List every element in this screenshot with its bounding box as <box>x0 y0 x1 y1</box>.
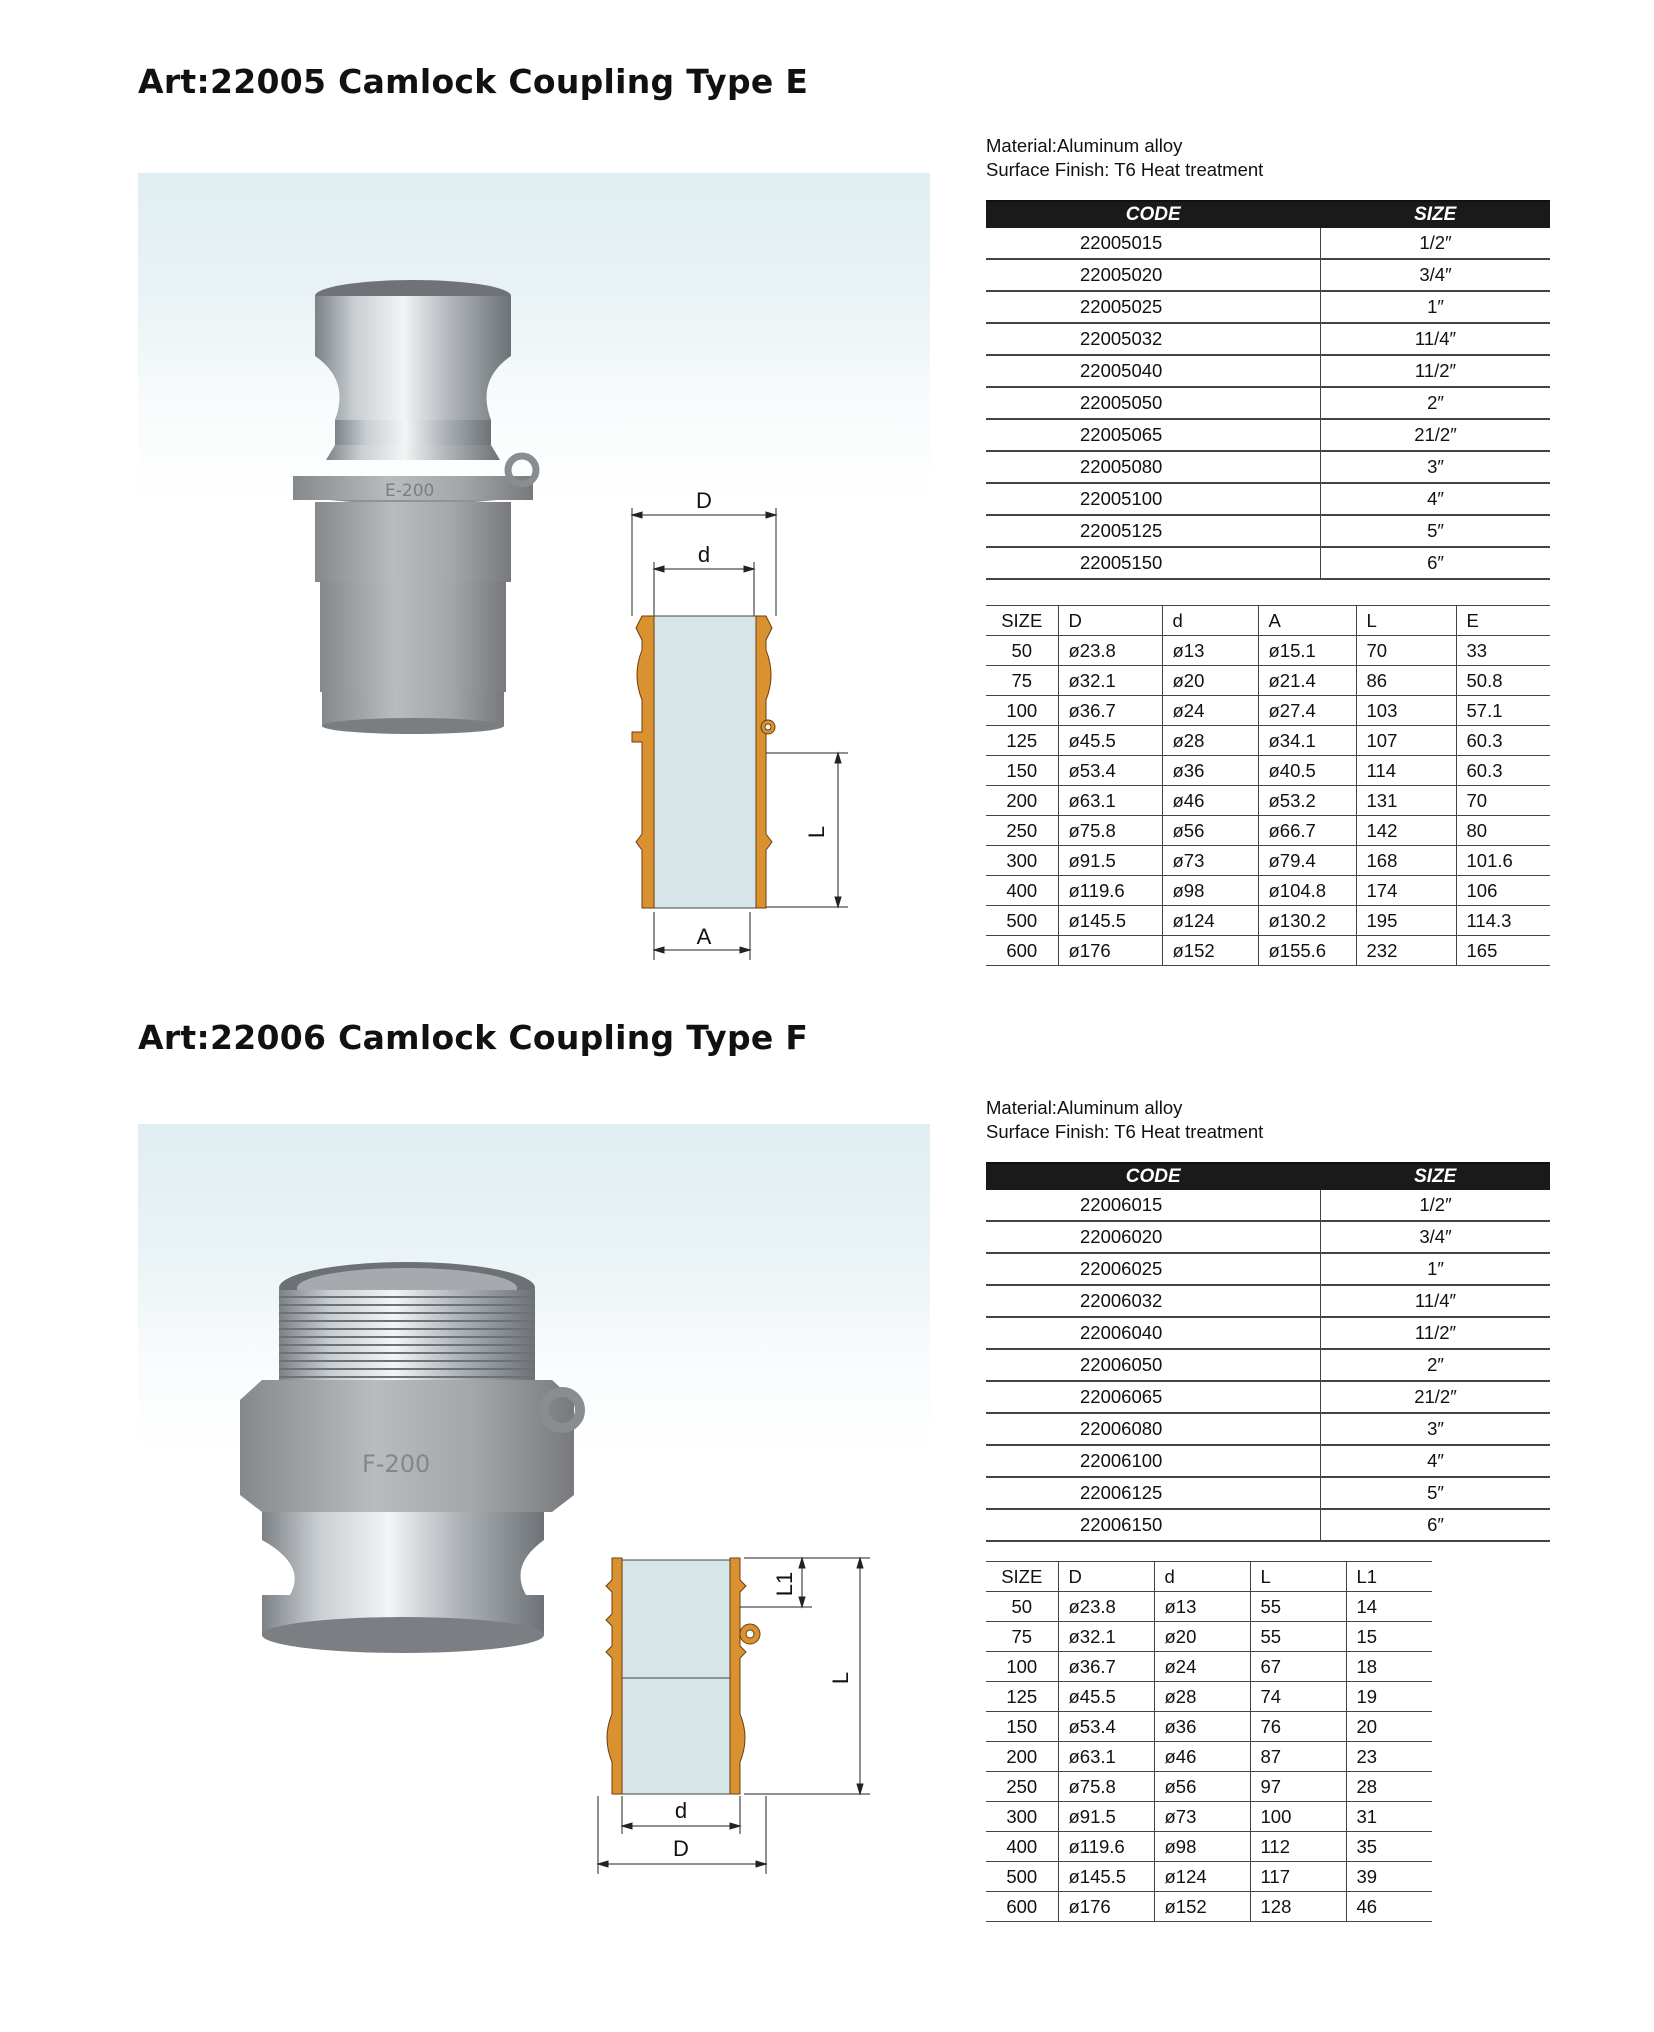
cell: 86 <box>1356 666 1456 696</box>
section-e-dimension-table <box>986 605 1550 966</box>
cell: 114.3 <box>1456 906 1550 936</box>
cell: 74 <box>1250 1682 1346 1712</box>
col-header: SIZE <box>1001 609 1043 631</box>
cell: ø119.6 <box>1058 876 1162 906</box>
table-row <box>986 1742 1432 1772</box>
section-f-code-table <box>986 1162 1550 1542</box>
cell: 150 <box>1006 1715 1038 1737</box>
cell: ø53.4 <box>1058 756 1162 786</box>
cell: 112 <box>1250 1832 1346 1862</box>
size-cell: 4″ <box>1321 1445 1551 1477</box>
table-row <box>986 1349 1550 1381</box>
cell: 500 <box>1006 1865 1038 1887</box>
table-row <box>986 846 1550 876</box>
code-cell: 22005065 <box>986 419 1321 451</box>
code-cell: 22006050 <box>986 1349 1321 1381</box>
cell: 46 <box>1346 1892 1432 1922</box>
cell: 19 <box>1346 1682 1432 1712</box>
table-row <box>986 1652 1432 1682</box>
dim-label-d: d <box>697 542 711 567</box>
cell: 100 <box>1006 1655 1038 1677</box>
cell: 114 <box>1356 756 1456 786</box>
size-cell: 2″ <box>1321 387 1551 419</box>
code-cell: 22005015 <box>986 228 1321 259</box>
size-header: SIZE <box>1321 201 1551 228</box>
size-cell: 5″ <box>1321 1477 1551 1509</box>
cell: 117 <box>1250 1862 1346 1892</box>
col-header: A <box>1258 606 1356 636</box>
table-row <box>986 1862 1432 1892</box>
cell: ø130.2 <box>1258 906 1356 936</box>
table-row <box>986 547 1550 579</box>
cell: 600 <box>1006 939 1038 961</box>
table-row <box>986 291 1550 323</box>
cell: 400 <box>1006 879 1038 901</box>
cell: ø13 <box>1154 1592 1250 1622</box>
code-header: CODE <box>986 1163 1321 1190</box>
photo-marking-e: E-200 <box>385 481 435 501</box>
cell: 50 <box>1011 1595 1033 1617</box>
cell: 200 <box>1006 789 1038 811</box>
size-cell: 3″ <box>1321 1413 1551 1445</box>
table-row <box>986 666 1550 696</box>
size-cell: 3/4″ <box>1321 259 1551 291</box>
cell: 100 <box>1006 699 1038 721</box>
cell: ø36.7 <box>1058 1652 1154 1682</box>
cell: 15 <box>1346 1622 1432 1652</box>
col-header: d <box>1154 1562 1250 1592</box>
code-cell: 22005150 <box>986 547 1321 579</box>
code-cell: 22006025 <box>986 1253 1321 1285</box>
cell: ø45.5 <box>1058 726 1162 756</box>
cell: 60.3 <box>1456 726 1550 756</box>
table-row <box>986 1381 1550 1413</box>
table-row <box>986 1190 1550 1221</box>
cell: 80 <box>1456 816 1550 846</box>
code-cell: 22005040 <box>986 355 1321 387</box>
cell: 300 <box>1006 1805 1038 1827</box>
cell: 55 <box>1250 1592 1346 1622</box>
dim-label-L: L <box>804 825 829 839</box>
code-cell: 22005080 <box>986 451 1321 483</box>
cell: 232 <box>1356 936 1456 966</box>
table-row <box>986 1285 1550 1317</box>
section-f-cross-section-diagram <box>590 1548 880 1878</box>
cell: ø73 <box>1154 1802 1250 1832</box>
table-row <box>986 323 1550 355</box>
cell: 28 <box>1346 1772 1432 1802</box>
size-cell: 1″ <box>1321 291 1551 323</box>
cell: 103 <box>1356 696 1456 726</box>
col-header: L1 <box>1346 1562 1432 1592</box>
table-row <box>986 1592 1432 1622</box>
code-cell: 22005050 <box>986 387 1321 419</box>
cell: ø24 <box>1154 1652 1250 1682</box>
cell: 174 <box>1356 876 1456 906</box>
cell: 14 <box>1346 1592 1432 1622</box>
dim-label-D: D <box>696 488 712 513</box>
code-cell: 22005025 <box>986 291 1321 323</box>
section-e-title: Art:22005 Camlock Coupling Type E <box>138 62 809 101</box>
table-row <box>986 1445 1550 1477</box>
size-cell: 11/4″ <box>1321 323 1551 355</box>
code-cell: 22006040 <box>986 1317 1321 1349</box>
cell: 142 <box>1356 816 1456 846</box>
section-e-product-photo <box>290 280 560 760</box>
section-e-finish: Surface Finish: T6 Heat treatment <box>986 159 1264 180</box>
table-row <box>986 483 1550 515</box>
table-row <box>986 1682 1432 1712</box>
cell: ø63.1 <box>1058 1742 1154 1772</box>
table-row <box>986 786 1550 816</box>
table-row <box>986 636 1550 666</box>
cell: 125 <box>1006 729 1038 751</box>
table-row <box>986 387 1550 419</box>
section-e-material: Material:Aluminum alloy <box>986 135 1183 156</box>
cell: ø91.5 <box>1058 1802 1154 1832</box>
cell: ø56 <box>1162 816 1258 846</box>
cell: ø75.8 <box>1058 816 1162 846</box>
size-cell: 1/2″ <box>1321 228 1551 259</box>
cell: 87 <box>1250 1742 1346 1772</box>
cell: 20 <box>1346 1712 1432 1742</box>
cell: ø45.5 <box>1058 1682 1154 1712</box>
cell: ø28 <box>1154 1682 1250 1712</box>
cell: ø63.1 <box>1058 786 1162 816</box>
table-row <box>986 1253 1550 1285</box>
code-cell: 22005032 <box>986 323 1321 355</box>
section-f-title: Art:22006 Camlock Coupling Type F <box>138 1018 809 1057</box>
cell: 76 <box>1250 1712 1346 1742</box>
cell: 57.1 <box>1456 696 1550 726</box>
cell: ø119.6 <box>1058 1832 1154 1862</box>
code-cell: 22006125 <box>986 1477 1321 1509</box>
code-cell: 22005125 <box>986 515 1321 547</box>
cell: 50.8 <box>1456 666 1550 696</box>
dim-label-L: L <box>828 1671 853 1685</box>
code-cell: 22005100 <box>986 483 1321 515</box>
table-row <box>986 1317 1550 1349</box>
cell: ø176 <box>1058 1892 1154 1922</box>
cell: ø36.7 <box>1058 696 1162 726</box>
table-row <box>986 696 1550 726</box>
cell: ø91.5 <box>1058 846 1162 876</box>
size-cell: 11/2″ <box>1321 355 1551 387</box>
cell: 107 <box>1356 726 1456 756</box>
size-cell: 5″ <box>1321 515 1551 547</box>
size-cell: 11/4″ <box>1321 1285 1551 1317</box>
table-row <box>986 726 1550 756</box>
cell: ø36 <box>1162 756 1258 786</box>
cell: ø145.5 <box>1058 1862 1154 1892</box>
cell: ø32.1 <box>1058 1622 1154 1652</box>
size-cell: 6″ <box>1321 1509 1551 1541</box>
table-row <box>986 228 1550 259</box>
cell: 106 <box>1456 876 1550 906</box>
cell: 500 <box>1006 909 1038 931</box>
dim-label-L1: L1 <box>772 1571 797 1597</box>
table-row <box>986 1221 1550 1253</box>
cell: 128 <box>1250 1892 1346 1922</box>
cell: ø53.4 <box>1058 1712 1154 1742</box>
cell: 18 <box>1346 1652 1432 1682</box>
cell: ø145.5 <box>1058 906 1162 936</box>
section-f-dimension-table <box>986 1561 1432 1922</box>
cell: 100 <box>1250 1802 1346 1832</box>
cell: ø24 <box>1162 696 1258 726</box>
table-row <box>986 1477 1550 1509</box>
dim-label-d: d <box>674 1798 688 1823</box>
cell: 125 <box>1006 1685 1038 1707</box>
cell: ø27.4 <box>1258 696 1356 726</box>
table-row <box>986 906 1550 936</box>
cell: ø98 <box>1162 876 1258 906</box>
cell: 33 <box>1456 636 1550 666</box>
size-cell: 3/4″ <box>1321 1221 1551 1253</box>
dim-label-D: D <box>673 1836 689 1861</box>
col-header: d <box>1162 606 1258 636</box>
cell: ø176 <box>1058 936 1162 966</box>
cell: 75 <box>1011 669 1033 691</box>
cell: ø23.8 <box>1058 636 1162 666</box>
cell: 168 <box>1356 846 1456 876</box>
size-cell: 2″ <box>1321 1349 1551 1381</box>
cell: ø46 <box>1154 1742 1250 1772</box>
cell: ø40.5 <box>1258 756 1356 786</box>
code-cell: 22005020 <box>986 259 1321 291</box>
cell: 250 <box>1006 1775 1038 1797</box>
col-header: D <box>1058 1562 1154 1592</box>
section-e-cross-section-diagram <box>620 480 860 960</box>
cell: ø98 <box>1154 1832 1250 1862</box>
cell: 400 <box>1006 1835 1038 1857</box>
col-header: L <box>1356 606 1456 636</box>
cell: ø36 <box>1154 1712 1250 1742</box>
cell: ø124 <box>1154 1862 1250 1892</box>
section-f-material: Material:Aluminum alloy <box>986 1097 1183 1118</box>
cell: ø32.1 <box>1058 666 1162 696</box>
cell: ø23.8 <box>1058 1592 1154 1622</box>
size-cell: 11/2″ <box>1321 1317 1551 1349</box>
code-cell: 22006065 <box>986 1381 1321 1413</box>
cell: 250 <box>1006 819 1038 841</box>
cell: 195 <box>1356 906 1456 936</box>
table-row <box>986 355 1550 387</box>
cell: 150 <box>1006 759 1038 781</box>
col-header: SIZE <box>1001 1565 1043 1587</box>
table-row <box>986 816 1550 846</box>
col-header: D <box>1058 606 1162 636</box>
size-cell: 1″ <box>1321 1253 1551 1285</box>
cell: 67 <box>1250 1652 1346 1682</box>
cell: 39 <box>1346 1862 1432 1892</box>
cell: ø152 <box>1154 1892 1250 1922</box>
section-f-finish: Surface Finish: T6 Heat treatment <box>986 1121 1264 1142</box>
cell: 70 <box>1356 636 1456 666</box>
code-cell: 22006100 <box>986 1445 1321 1477</box>
cell: ø21.4 <box>1258 666 1356 696</box>
cell: 50 <box>1011 639 1033 661</box>
cell: ø20 <box>1154 1622 1250 1652</box>
table-row <box>986 1712 1432 1742</box>
cell: 300 <box>1006 849 1038 871</box>
code-cell: 22006032 <box>986 1285 1321 1317</box>
cell: ø15.1 <box>1258 636 1356 666</box>
cell: ø79.4 <box>1258 846 1356 876</box>
cell: 35 <box>1346 1832 1432 1862</box>
size-cell: 21/2″ <box>1321 419 1551 451</box>
cell: 70 <box>1456 786 1550 816</box>
cell: 101.6 <box>1456 846 1550 876</box>
table-row <box>986 876 1550 906</box>
cell: 75 <box>1011 1625 1033 1647</box>
table-row <box>986 1413 1550 1445</box>
cell: ø13 <box>1162 636 1258 666</box>
cell: 60.3 <box>1456 756 1550 786</box>
table-row <box>986 451 1550 483</box>
cell: ø28 <box>1162 726 1258 756</box>
cell: 600 <box>1006 1895 1038 1917</box>
cell: 200 <box>1006 1745 1038 1767</box>
cell: ø66.7 <box>1258 816 1356 846</box>
cell: ø75.8 <box>1058 1772 1154 1802</box>
table-row <box>986 1772 1432 1802</box>
code-cell: 22006080 <box>986 1413 1321 1445</box>
code-cell: 22006020 <box>986 1221 1321 1253</box>
cell: 23 <box>1346 1742 1432 1772</box>
col-header: L <box>1250 1562 1346 1592</box>
size-cell: 1/2″ <box>1321 1190 1551 1221</box>
table-row <box>986 419 1550 451</box>
cell: 131 <box>1356 786 1456 816</box>
cell: 97 <box>1250 1772 1346 1802</box>
table-row <box>986 1892 1432 1922</box>
section-e-code-table <box>986 200 1550 580</box>
cell: ø56 <box>1154 1772 1250 1802</box>
size-cell: 4″ <box>1321 483 1551 515</box>
table-row <box>986 1509 1550 1541</box>
table-row <box>986 1802 1432 1832</box>
dim-label-A: A <box>696 924 712 949</box>
cell: ø155.6 <box>1258 936 1356 966</box>
table-row <box>986 259 1550 291</box>
cell: 165 <box>1456 936 1550 966</box>
table-row <box>986 1622 1432 1652</box>
cell: ø124 <box>1162 906 1258 936</box>
table-header-row <box>986 606 1550 636</box>
cell: ø53.2 <box>1258 786 1356 816</box>
cell: ø46 <box>1162 786 1258 816</box>
cell: 55 <box>1250 1622 1346 1652</box>
size-cell: 21/2″ <box>1321 1381 1551 1413</box>
cell: ø104.8 <box>1258 876 1356 906</box>
cell: ø20 <box>1162 666 1258 696</box>
table-row <box>986 936 1550 966</box>
size-cell: 3″ <box>1321 451 1551 483</box>
cell: ø34.1 <box>1258 726 1356 756</box>
size-header: SIZE <box>1321 1163 1551 1190</box>
code-cell: 22006015 <box>986 1190 1321 1221</box>
code-cell: 22006150 <box>986 1509 1321 1541</box>
col-header: E <box>1456 606 1550 636</box>
table-row <box>986 1832 1432 1862</box>
size-cell: 6″ <box>1321 547 1551 579</box>
cell: ø73 <box>1162 846 1258 876</box>
section-f-product-photo <box>232 1250 592 1670</box>
cell: 31 <box>1346 1802 1432 1832</box>
table-row <box>986 756 1550 786</box>
cell: ø152 <box>1162 936 1258 966</box>
table-header-row <box>986 1562 1432 1592</box>
photo-marking-f: F-200 <box>362 1450 431 1478</box>
code-header: CODE <box>986 201 1321 228</box>
table-row <box>986 515 1550 547</box>
